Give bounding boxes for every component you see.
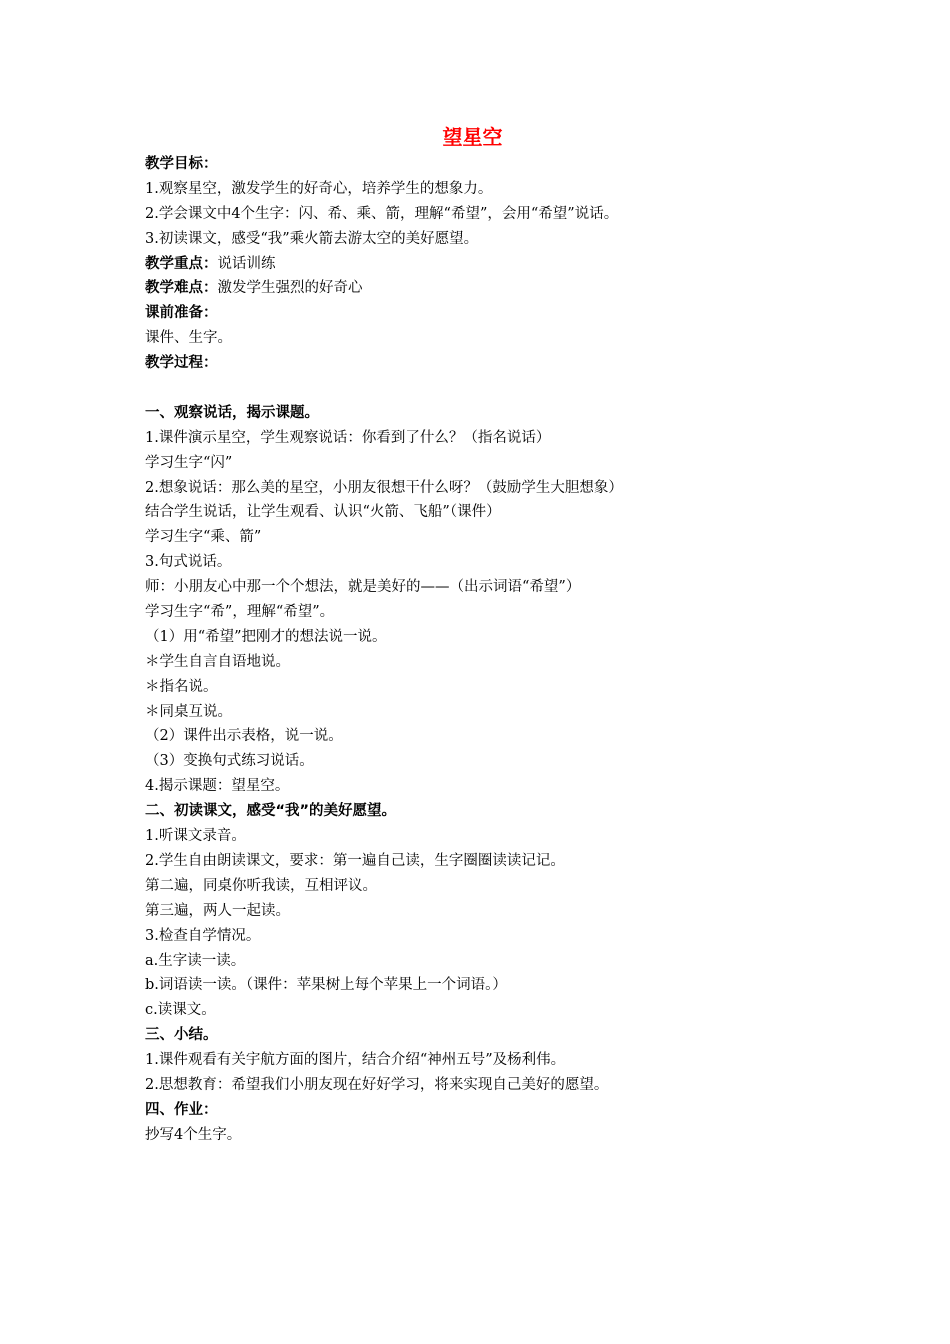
section-heading: 二、初读课文，感受“我”的美好愿望。 — [145, 803, 397, 820]
section-line: 1.听课文录音。 — [145, 828, 246, 845]
section-line: 学习生字“乘、箭” — [145, 529, 262, 546]
objective-item: 3.初读课文，感受“我”乘火箭去游太空的美好愿望。 — [145, 230, 479, 247]
section-line: 1.课件演示星空，学生观察说话：你看到了什么？（指名说话） — [145, 429, 551, 446]
difficulty — [145, 276, 805, 301]
section-line: 3.检查自学情况。 — [145, 927, 261, 944]
section-line: ＊同桌互说。 — [145, 703, 232, 720]
difficulty-text: 激发学生强烈的好奇心 — [217, 280, 363, 297]
page-title: 望星空 — [442, 125, 503, 149]
objective-item: 2.学会课文中4个生字：闪、希、乘、箭，理解“希望”，会用“希望”说话。 — [145, 205, 619, 222]
section-line: 学习生字“希”，理解“希望”。 — [145, 604, 335, 621]
process-heading: 教学过程： — [145, 355, 218, 372]
section-line: 1.课件观看有关宇航方面的图片，结合介绍“神州五号”及杨利伟。 — [145, 1052, 566, 1069]
difficulty-label: 教学难点： — [145, 280, 218, 297]
section-line: b.词语读一读。（课件：苹果树上每个苹果上一个词语。） — [145, 977, 507, 994]
section-heading: 一、观察说话，揭示课题。 — [145, 404, 319, 421]
section-line: 抄写4个生字。 — [145, 1126, 242, 1143]
section-line: c.读课文。 — [145, 1002, 216, 1019]
section-line: 学习生字“闪” — [145, 454, 233, 471]
document-page — [145, 122, 805, 1148]
key-point — [145, 252, 805, 277]
section-line: 4.揭示课题：望星空。 — [145, 778, 290, 795]
section-line: ＊指名说。 — [145, 678, 218, 695]
section-line: （2）课件出示表格，说一说。 — [145, 728, 343, 745]
section-line: 师：小朋友心中那一个个想法，就是美好的——（出示词语“希望”） — [145, 579, 581, 596]
section-line: 2.学生自由朗读课文，要求：第一遍自己读，生字圈圈读读记记。 — [145, 852, 565, 869]
section-line: 2.思想教育：希望我们小朋友现在好好学习，将来实现自己美好的愿望。 — [145, 1076, 609, 1093]
section-line: 第二遍，同桌你听我读，互相评议。 — [145, 877, 377, 894]
section-4 — [145, 1098, 805, 1148]
section-line: 2.想象说话：那么美的星空，小朋友很想干什么呀？（鼓励学生大胆想象） — [145, 479, 623, 496]
section-1 — [145, 401, 805, 799]
section-2 — [145, 799, 805, 1023]
blank-line — [145, 376, 805, 401]
preparation-text: 课件、生字。 — [145, 330, 232, 347]
section-3 — [145, 1023, 805, 1098]
section-line: ＊学生自言自语地说。 — [145, 653, 290, 670]
section-line: （1）用“希望”把刚才的想法说一说。 — [145, 628, 387, 645]
key-point-label: 教学重点： — [145, 255, 218, 272]
section-line: （3）变换句式练习说话。 — [145, 753, 314, 770]
section-line: 结合学生说话，让学生观看、认识“火箭、飞船”（课件） — [145, 504, 501, 521]
section-line: 3.句式说话。 — [145, 554, 232, 571]
section-line: 第三遍，两人一起读。 — [145, 902, 290, 919]
section-heading: 三、小结。 — [145, 1027, 218, 1044]
section-heading: 四、作业： — [145, 1101, 218, 1118]
preparation-heading: 课前准备： — [145, 305, 218, 322]
key-point-text: 说话训练 — [217, 255, 276, 272]
objectives-heading: 教学目标： — [145, 156, 218, 172]
objective-item: 1.观察星空，激发学生的好奇心，培养学生的想象力。 — [145, 180, 493, 197]
section-line: a.生字读一读。 — [145, 952, 246, 969]
